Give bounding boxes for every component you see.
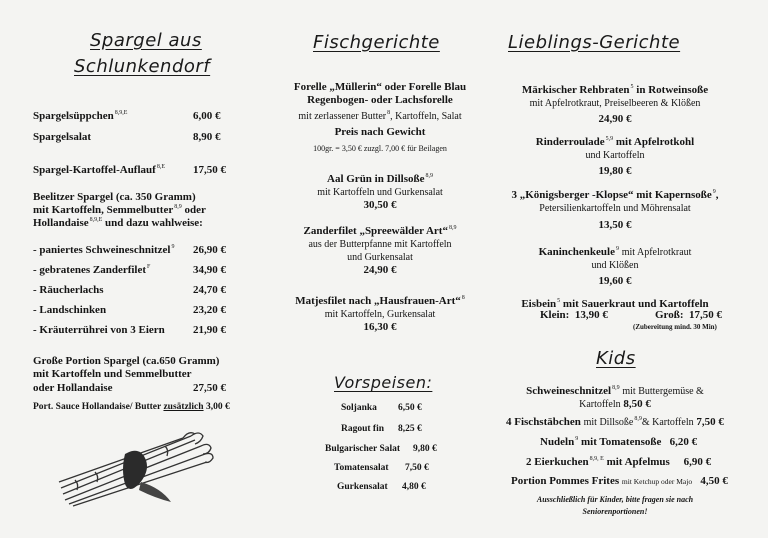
asparagus-illustration [55, 424, 223, 510]
vorspeise-bulgarisch: Bulgarischer Salat [325, 444, 401, 454]
aal-desc: mit Kartoffeln und Gurkensalat [317, 187, 443, 198]
kids-note [505, 494, 725, 518]
klopse-name: 3 „Königsberger -Klopse“ mit Kapernsoße$^9$, [511, 189, 719, 201]
vorspeise-soljanka: Soljanka [341, 403, 377, 413]
fischgerichte-title: Fischgerichte [313, 32, 440, 53]
rehbraten-desc: mit Apfelrotkraut, Preiselbeeren & Klößen [529, 98, 701, 109]
grosse-title: Große Portion Spargel (ca.650 Gramm) [33, 355, 220, 367]
eisbein-note: (Zubereitung mind. 30 Min) [633, 323, 717, 331]
klopse-desc: Petersilienkartoffeln und Möhrensalat [539, 203, 691, 214]
nudeln-line: Nudeln$^9$ mit Tomatensoße 6,20 € [540, 436, 698, 448]
price-grosse: 27,50 € [193, 382, 226, 394]
eierkuchen-line: 2 Eierkuchen$^{8,9, E}$ mit Apfelmus 6,90 € [526, 456, 712, 468]
eisbein-klein: Klein: 13,90 € [540, 309, 608, 321]
rehbraten-name: Märkischer Rehbraten$^5$ in Rotweinsoße [521, 84, 709, 96]
schnitzel-line2: Kartoffeln 8,50 € [579, 398, 651, 410]
kaninchen-price: 19,60 € [598, 275, 632, 287]
price-tomatensalat: 7,50 € [405, 463, 429, 473]
item-spargelsueppchen: Spargelsüppchen$^{8,9,E}$ [33, 110, 128, 122]
spargel-title-line1: Spargel aus [90, 30, 202, 51]
forelle-line1: Forelle „Müllerin“ oder Forelle Blau [293, 81, 467, 93]
option-zander: - gebratenes Zanderfilet$^F$ [33, 264, 151, 276]
kaninchen-block [505, 243, 725, 288]
rinder-desc: und Kartoffeln [585, 150, 645, 161]
kids-note-line2: Seniorenportionen! [582, 507, 648, 516]
price-bulgarisch: 9,80 € [413, 444, 437, 454]
klopse-block [505, 186, 725, 232]
price-option-lachs: 24,70 € [193, 284, 226, 296]
beelitzer-line3: Hollandaise$^{8,9,E}$ und dazu wahlweise: [33, 217, 203, 229]
option-schnitzel: - paniertes Schweineschnitzel$^9$ [33, 244, 175, 256]
vorspeisen-title: Vorspeisen: [334, 373, 433, 392]
price-gurkensalat: 4,80 € [402, 482, 426, 492]
schnitzel-line1: Schweineschnitzel$^{8,9}$ mit Buttergemüse & [526, 385, 704, 397]
item-auflauf: Spargel-Kartoffel-Auflauf$^{8,E}$ [33, 164, 165, 176]
forelle-line2: Regenbogen- oder Lachsforelle [307, 94, 453, 106]
matjes-name: Matjesfilet nach „Hausfrauen-Art“$^8$ [295, 295, 465, 307]
matjes-desc: mit Kartoffeln, Gurkensalat [324, 309, 436, 320]
zander-block [280, 222, 480, 277]
pommes-line: Portion Pommes Frites mit Ketchup oder Majo 4,50 € [511, 475, 728, 487]
rehbraten-block [505, 81, 725, 126]
vorspeise-tomatensalat: Tomatensalat [334, 463, 389, 473]
rehbraten-price: 24,90 € [598, 113, 632, 125]
price-spargelsueppchen: 6,00 € [193, 110, 221, 122]
option-lachs: - Räucherlachs [33, 284, 104, 296]
item-spargelsalat: Spargelsalat [33, 131, 92, 143]
rinder-price: 19,80 € [598, 165, 632, 177]
price-option-schnitzel: 26,90 € [193, 244, 226, 256]
vorspeise-gurkensalat: Gurkensalat [337, 482, 388, 492]
schnitzel-block [505, 382, 725, 411]
forelle-line3: mit zerlassener Butter$^8$, Kartoffeln, Salat [298, 110, 462, 122]
aal-price: 30,50 € [363, 199, 397, 211]
klopse-price: 13,50 € [598, 219, 632, 231]
price-ragout: 8,25 € [398, 424, 422, 434]
zander-price: 24,90 € [363, 264, 397, 276]
rinder-name: Rinderroulade$^{5,9}$ mit Apfelrotkohl [535, 136, 695, 148]
price-auflauf: 17,50 € [193, 164, 226, 176]
forelle-line4: Preis nach Gewicht [334, 126, 426, 138]
zander-desc2: und Gurkensalat [347, 252, 413, 263]
kaninchen-desc: und Klößen [591, 260, 639, 271]
zander-name: Zanderfilet „Spreewälder Art“$^{8,9}$ [303, 225, 457, 237]
forelle-line5: 100gr. = 3,50 € zuzgl. 7,00 € für Beilagen [313, 144, 447, 153]
price-spargelsalat: 8,90 € [193, 131, 221, 143]
price-option-ruehrei: 21,90 € [193, 324, 226, 336]
price-option-schinken: 23,20 € [193, 304, 226, 316]
rinder-block [505, 133, 725, 178]
vorspeise-ragout: Ragout fin [341, 424, 385, 434]
aal-block [280, 170, 480, 212]
aal-name: Aal Grün in Dillsoße$^{8,9}$ [327, 173, 433, 185]
kids-note-line1: Ausschließlich für Kinder, bitte fragen sie nach [536, 495, 694, 504]
matjes-price: 16,30 € [363, 321, 397, 333]
grosse-line3: oder Hollandaise [33, 382, 113, 394]
eisbein-name: Eisbein$^5$ mit Sauerkraut und Kartoffeln [521, 298, 709, 310]
kids-title: Kids [596, 348, 636, 369]
grosse-line2: mit Kartoffeln und Semmelbutter [33, 368, 192, 380]
fischstaebchen-line: 4 Fischstäbchen mit Dillsoße$^{8,9}$& Kartoffeln 7,50 € [506, 416, 724, 428]
forelle-block [280, 81, 480, 155]
matjes-block [280, 292, 480, 334]
beelitzer-title: Beelitzer Spargel (ca. 350 Gramm) [33, 191, 196, 203]
eisbein-gross: Groß: 17,50 € [655, 309, 723, 321]
sauce-line: Port. Sauce Hollandaise/ Butter zusätzlich 3,00 € [33, 402, 230, 412]
beelitzer-line2: mit Kartoffeln, Semmelbutter$^{8,9}$ oder [33, 204, 206, 216]
option-schinken: - Landschinken [33, 304, 107, 316]
lieblings-title: Lieblings-Gerichte [508, 32, 681, 53]
price-option-zander: 34,90 € [193, 264, 226, 276]
option-ruehrei: - Kräuterrührei von 3 Eiern [33, 324, 165, 336]
spargel-title-line2: Schlunkendorf [74, 56, 211, 77]
kaninchen-name: Kaninchenkeule$^9$ mit Apfelrotkraut [538, 246, 692, 258]
price-soljanka: 6,50 € [398, 403, 422, 413]
zander-desc1: aus der Butterpfanne mit Kartoffeln [308, 239, 452, 250]
asparagus-ribbon-tail [139, 482, 171, 502]
